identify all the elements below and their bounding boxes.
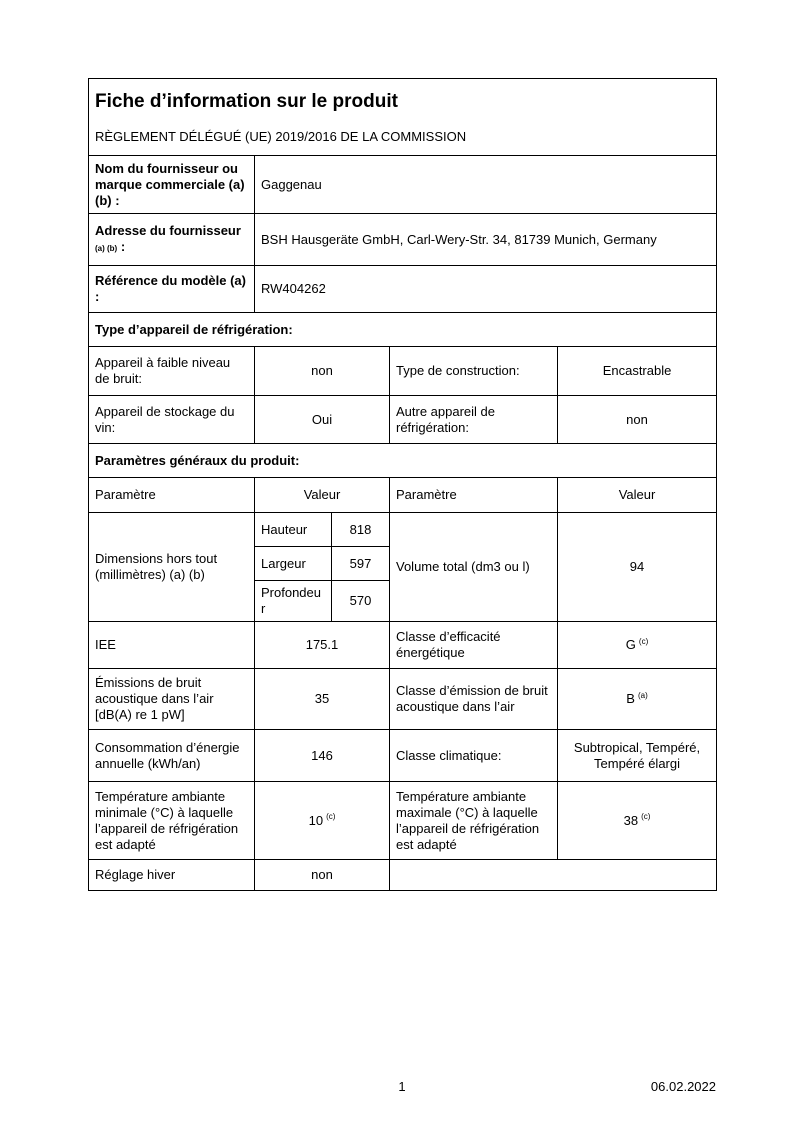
noise-class-footnote: (a) (637, 690, 648, 700)
noise-class-value (558, 669, 717, 730)
model-reference-label: Référence du modèle (a) : (89, 266, 255, 313)
supplier-address-footnote: (a) (b) (95, 243, 118, 253)
min-temperature-footnote: (c) (326, 812, 336, 822)
construction-type-label: Type de construction: (390, 347, 558, 396)
noise-class-letter: B (626, 691, 635, 706)
supplier-address-colon: : (120, 238, 126, 254)
other-appliance-label: Autre appareil de réfrigération: (390, 396, 558, 444)
total-volume-value: 94 (558, 513, 717, 622)
max-temperature-number: 38 (623, 812, 639, 828)
footer-date: 06.02.2022 (650, 1079, 716, 1094)
dimension-width-label: Largeur (255, 547, 332, 581)
low-noise-value: non (255, 347, 390, 396)
table-row-header (89, 478, 717, 513)
winter-setting-value: non (255, 860, 390, 891)
annual-energy-value: 146 (255, 730, 390, 782)
col-header-value-2: Valeur (558, 478, 717, 513)
regulation-subtitle: RÈGLEMENT DÉLÉGUÉ (UE) 2019/2016 DE LA COMMISSION (95, 128, 467, 144)
dimension-depth-value: 570 (332, 581, 390, 622)
climate-class-label: Classe climatique: (390, 730, 558, 782)
low-noise-label: Appareil à faible niveau de bruit: (89, 347, 255, 396)
table-row (89, 396, 717, 444)
other-appliance-value: non (558, 396, 717, 444)
winter-setting-label: Réglage hiver (89, 860, 255, 891)
energy-class-footnote: (c) (638, 636, 649, 646)
table-row-section (89, 444, 717, 478)
table-row (89, 347, 717, 396)
table-row (89, 156, 717, 214)
col-header-value-1: Valeur (255, 478, 390, 513)
dimension-depth-label: Profondeur (255, 581, 332, 622)
energy-class-value (558, 622, 717, 669)
max-temperature-label: Température ambiante maximale (°C) à laquelle l’appareil de réfrigération est adapté (390, 782, 558, 860)
table-row (89, 214, 717, 266)
min-temperature-value (255, 782, 390, 860)
iee-label: IEE (89, 622, 255, 669)
table-row (89, 266, 717, 313)
table-row-section (89, 313, 717, 347)
col-header-param-2: Paramètre (390, 478, 558, 513)
min-temperature-label: Température ambiante minimale (°C) à laquelle l’appareil de réfrigération est adapté (89, 782, 255, 860)
wine-storage-value: Oui (255, 396, 390, 444)
supplier-name-value: Gaggenau (255, 156, 717, 214)
section-heading-params: Paramètres généraux du produit: (89, 444, 717, 478)
max-temperature-footnote: (c) (641, 812, 651, 822)
page-footer (88, 1079, 716, 1097)
construction-type-value: Encastrable (558, 347, 717, 396)
page-number: 1 (398, 1079, 406, 1094)
noise-class-label: Classe d’émission de bruit acoustique dans l’air (390, 669, 558, 730)
dimension-height-label: Hauteur (255, 513, 332, 547)
supplier-address-label-main: Adresse du fournisseur (95, 222, 241, 238)
supplier-address-value: BSH Hausgeräte GmbH, Carl-Wery-Str. 34, 81739 Munich, Germany (255, 214, 717, 266)
max-temperature-value (558, 782, 717, 860)
supplier-name-label: Nom du fournisseur ou marque commerciale (a) (b) : (89, 156, 255, 214)
title-cell (89, 79, 717, 156)
page-title: Fiche d’information sur le produit (95, 90, 398, 112)
table-row (89, 622, 717, 669)
dimension-height-value: 818 (332, 513, 390, 547)
energy-class-label: Classe d’efficacité énergétique (390, 622, 558, 669)
table-row (89, 730, 717, 782)
model-reference-value: RW404262 (255, 266, 717, 313)
noise-emission-value: 35 (255, 669, 390, 730)
iee-value: 175.1 (255, 622, 390, 669)
wine-storage-label: Appareil de stockage du vin: (89, 396, 255, 444)
product-info-table (88, 78, 717, 891)
col-header-param-1: Paramètre (89, 478, 255, 513)
table-row (89, 513, 717, 547)
energy-class-letter: G (625, 637, 636, 652)
table-row-title (89, 79, 717, 156)
climate-class-value: Subtropical, Tempéré, Tempéré élargi (558, 730, 717, 782)
section-heading-type: Type d’appareil de réfrigération: (89, 313, 717, 347)
table-row (89, 669, 717, 730)
supplier-address-label (89, 214, 255, 266)
dimensions-label: Dimensions hors tout (millimètres) (a) (b) (89, 513, 255, 622)
annual-energy-label: Consommation d’énergie annuelle (kWh/an) (89, 730, 255, 782)
noise-emission-label: Émissions de bruit acoustique dans l’air [dB(A) re 1 pW] (89, 669, 255, 730)
table-row (89, 860, 717, 891)
empty-cell (390, 860, 717, 891)
min-temperature-number: 10 (308, 812, 324, 828)
total-volume-label: Volume total (dm3 ou l) (390, 513, 558, 622)
table-row (89, 782, 717, 860)
dimension-width-value: 597 (332, 547, 390, 581)
